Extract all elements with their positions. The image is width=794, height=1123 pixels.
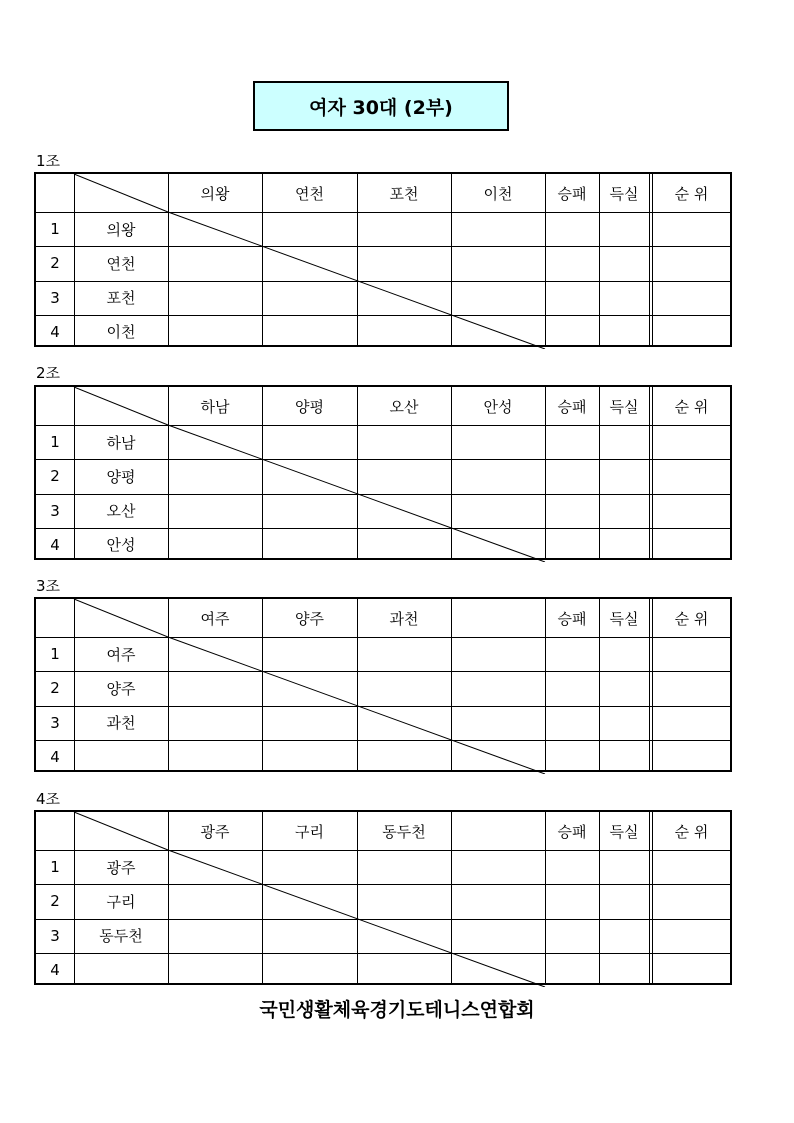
- group-label: 2조: [36, 364, 61, 382]
- column-header-team: 광주: [200, 822, 230, 841]
- column-header-team: 의왕: [200, 184, 230, 203]
- row-divider: [36, 953, 730, 954]
- column-header-win-loss: 승패: [557, 609, 587, 628]
- column-header-team: 동두천: [382, 822, 426, 841]
- group-label: 3조: [36, 577, 61, 595]
- column-header-team: 연천: [295, 184, 324, 203]
- row-number: 1: [50, 220, 60, 239]
- row-number: 3: [50, 926, 60, 945]
- column-header-team: 구리: [295, 822, 324, 841]
- group-table: [34, 810, 732, 985]
- column-header-team: 여주: [200, 609, 230, 628]
- column-divider: [451, 812, 452, 983]
- row-number: 4: [50, 535, 60, 554]
- column-header-win-loss: 승패: [557, 397, 587, 416]
- row-team-name: 과천: [106, 714, 136, 733]
- group-label: 1조: [36, 152, 61, 170]
- row-number: 2: [50, 679, 60, 698]
- column-header-score: 득실: [609, 822, 639, 841]
- column-header-win-loss: 승패: [557, 822, 587, 841]
- row-team-name: 동두천: [99, 927, 143, 946]
- row-divider: [36, 740, 730, 741]
- row-number: 4: [50, 322, 60, 341]
- group-table: [34, 385, 732, 560]
- row-team-name: 이천: [106, 323, 136, 342]
- column-header-team: 과천: [389, 609, 419, 628]
- row-team-name: 연천: [106, 254, 136, 273]
- column-header-team: 오산: [389, 397, 419, 416]
- column-header-score: 득실: [609, 609, 639, 628]
- organization-footer: 국민생활체육경기도테니스연합회: [259, 999, 535, 1021]
- column-header-team: 양평: [295, 397, 324, 416]
- row-number: 1: [50, 433, 60, 452]
- row-team-name: 양주: [106, 679, 136, 698]
- row-team-name: 여주: [106, 645, 136, 664]
- row-number: 2: [50, 892, 60, 911]
- row-team-name: 구리: [106, 892, 136, 911]
- column-header-rank: 순 위: [674, 184, 709, 203]
- column-header-rank: 순 위: [674, 822, 709, 841]
- group-table: [34, 597, 732, 772]
- group-table: [34, 172, 732, 347]
- row-team-name: 오산: [106, 502, 136, 521]
- row-number: 1: [50, 645, 60, 664]
- header-corner-diagonal: [74, 387, 168, 425]
- row-number: 2: [50, 254, 60, 273]
- row-number: 2: [50, 467, 60, 486]
- column-header-team: 안성: [483, 397, 513, 416]
- row-number: 3: [50, 713, 60, 732]
- row-team-name: 안성: [106, 536, 136, 555]
- column-header-win-loss: 승패: [557, 184, 587, 203]
- row-number: 1: [50, 858, 60, 877]
- row-team-name: 광주: [106, 858, 136, 877]
- column-header-score: 득실: [609, 184, 639, 203]
- column-header-team: 하남: [200, 397, 230, 416]
- column-divider: [451, 599, 452, 770]
- row-number: 4: [50, 960, 60, 979]
- column-header-team: 이천: [483, 184, 513, 203]
- column-header-team: 포천: [389, 184, 419, 203]
- header-corner-diagonal: [74, 599, 168, 637]
- column-header-score: 득실: [609, 397, 639, 416]
- row-number: 3: [50, 288, 60, 307]
- column-header-rank: 순 위: [674, 609, 709, 628]
- row-number: 3: [50, 501, 60, 520]
- column-header-team: 양주: [295, 609, 324, 628]
- header-corner-diagonal: [74, 174, 168, 212]
- row-team-name: 하남: [106, 433, 136, 452]
- row-team-name: 의왕: [106, 220, 136, 239]
- row-team-name: 포천: [106, 289, 136, 308]
- group-label: 4조: [36, 790, 61, 808]
- column-header-rank: 순 위: [674, 397, 709, 416]
- page-title: 여자 30대 (2부): [253, 81, 509, 131]
- header-corner-diagonal: [74, 812, 168, 850]
- row-number: 4: [50, 747, 60, 766]
- row-team-name: 양평: [106, 467, 136, 486]
